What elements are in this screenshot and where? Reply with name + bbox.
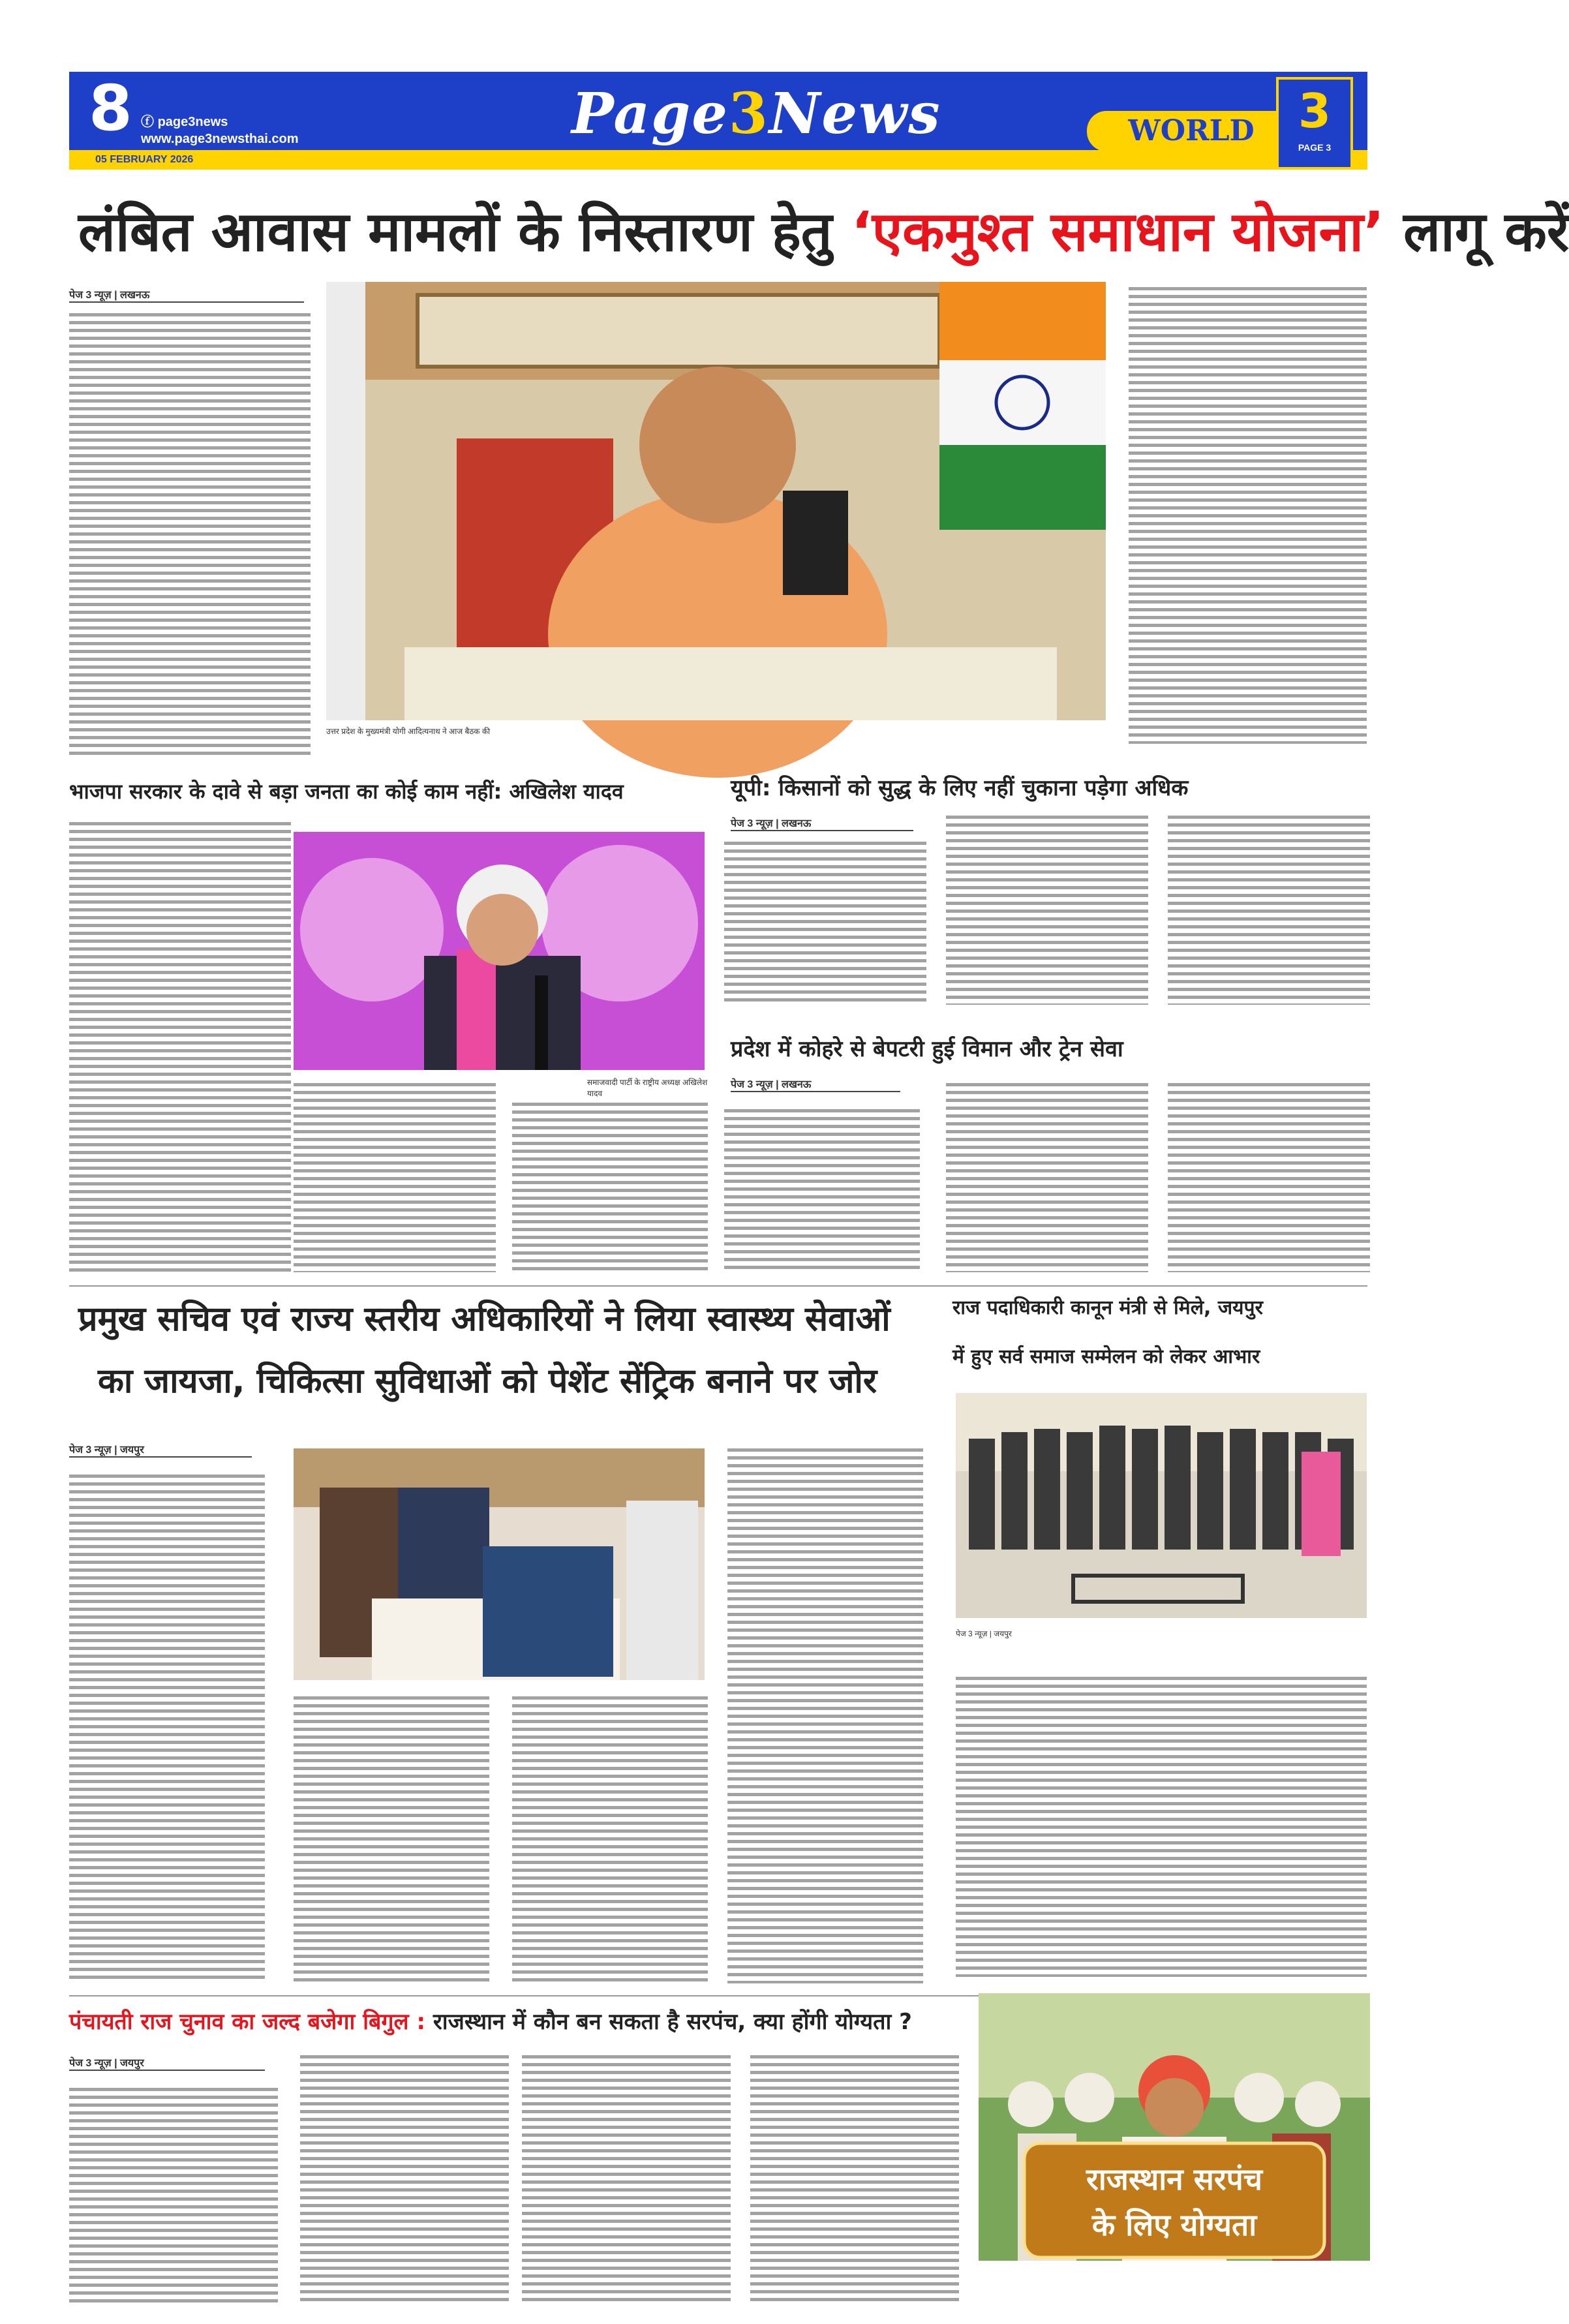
facebook-icon: ⓕ <box>141 115 158 129</box>
story6-photo <box>956 1393 1367 1618</box>
story7-body-2 <box>300 2055 509 2303</box>
story3-photo <box>294 832 705 1070</box>
story7-kicker: पेज 3 न्यूज़ | जयपुर <box>69 2055 265 2071</box>
story2-body-3 <box>1168 816 1370 1005</box>
story4-body-2 <box>946 1083 1148 1272</box>
lead-body-right <box>1129 287 1367 744</box>
website-link[interactable]: www.page3newsthai.com <box>141 132 299 146</box>
story5-body-2 <box>294 1696 489 1983</box>
story4-kicker: पेज 3 न्यूज़ | लखनऊ <box>731 1077 900 1092</box>
story7-body-3 <box>522 2055 731 2303</box>
story2-body-1 <box>724 842 926 1005</box>
story4-body-1 <box>724 1109 920 1272</box>
story5-body-1 <box>69 1475 265 1983</box>
story6-body <box>956 1677 1367 1977</box>
story3-body-3 <box>512 1103 708 1272</box>
story5-kicker: पेज 3 न्यूज़ | जयपुर <box>69 1442 252 1458</box>
story7-image-text-line1: राजस्थान सरपंच <box>1086 2162 1262 2197</box>
story5-body-4 <box>727 1448 923 1983</box>
story5-photo <box>294 1448 705 1680</box>
page-number: 8 <box>89 72 132 145</box>
story2-kicker: पेज 3 न्यूज़ | लखनऊ <box>731 816 913 831</box>
section-divider <box>69 1285 1367 1287</box>
lead-kicker: पेज 3 न्यूज़ | लखनऊ <box>69 287 304 303</box>
lead-caption: उत्तर प्रदेश के मुख्यमंत्री योगी आदित्यनाथ ने आज बैठक की <box>326 727 491 736</box>
story2-body-2 <box>946 816 1148 1005</box>
story5-headline-line1: प्रमुख सचिव एवं राज्य स्तरीय अधिकारियों ने लिया स्वास्थ्य सेवाओं <box>78 1300 891 1339</box>
lead-body-left <box>69 313 311 757</box>
story5-body-3 <box>512 1696 708 1983</box>
dateline: 05 FEBRUARY 2026 <box>95 154 194 165</box>
story7-body-4 <box>750 2055 959 2303</box>
story4-body-3 <box>1168 1083 1370 1272</box>
page3-badge: 3 PAGE 3 <box>1276 77 1353 170</box>
story5-headline-line2: का जायजा, चिकित्सा सुविधाओं को पेशेंट सेंट्रिक बनाने पर जोर <box>98 1362 877 1401</box>
masthead-yellow-bar <box>69 150 1367 170</box>
social-handle-text: page3news <box>157 115 228 129</box>
story6-caption: पेज 3 न्यूज़ | जयपुर <box>956 1629 1012 1638</box>
story3-body-left <box>69 822 291 1272</box>
story6-headline-line1: राज पदाधिकारी कानून मंत्री से मिले, जयपुर <box>952 1296 1263 1319</box>
story6-headline-line2: में हुए सर्व समाज सम्मेलन को लेकर आभार <box>952 1345 1260 1368</box>
story7-image-text-line2: के लिए योग्यता <box>1091 2207 1257 2242</box>
story7-photo <box>979 1993 1370 2261</box>
story7-headline: पंचायती राज चुनाव का जल्द बजेगा बिगुल : राजस्थान में कौन बन सकता है सरपंच, क्या होंगी योग्यता ? <box>69 2009 912 2035</box>
section-tab: WORLD <box>1087 111 1296 151</box>
story3-body-2 <box>294 1083 496 1272</box>
lead-photo <box>326 282 1106 720</box>
logo: Page3News <box>571 81 941 147</box>
masthead <box>69 72 1367 170</box>
story3-caption: समाजवादी पार्टी के राष्ट्रीय अध्यक्ष अखिलेश यादव <box>587 1078 708 1098</box>
lead-headline: लंबित आवास मामलों के निस्तारण हेतु ‘एकमुश्त समाधान योजना’ लागू करें <box>78 200 1569 264</box>
story4-headline: प्रदेश में कोहरे से बेपटरी हुई विमान और ट्रेन सेवा <box>731 1036 1123 1062</box>
social-handle[interactable] <box>141 111 228 130</box>
story7-body-1 <box>69 2088 278 2303</box>
story3-headline: भाजपा सरकार के दावे से बड़ा जनता का कोई काम नहीं: अखिलेश यादव <box>69 779 624 804</box>
story2-headline: यूपी: किसानों को सुद्ध के लिए नहीं चुकाना पड़ेगा अधिक <box>731 775 1189 801</box>
